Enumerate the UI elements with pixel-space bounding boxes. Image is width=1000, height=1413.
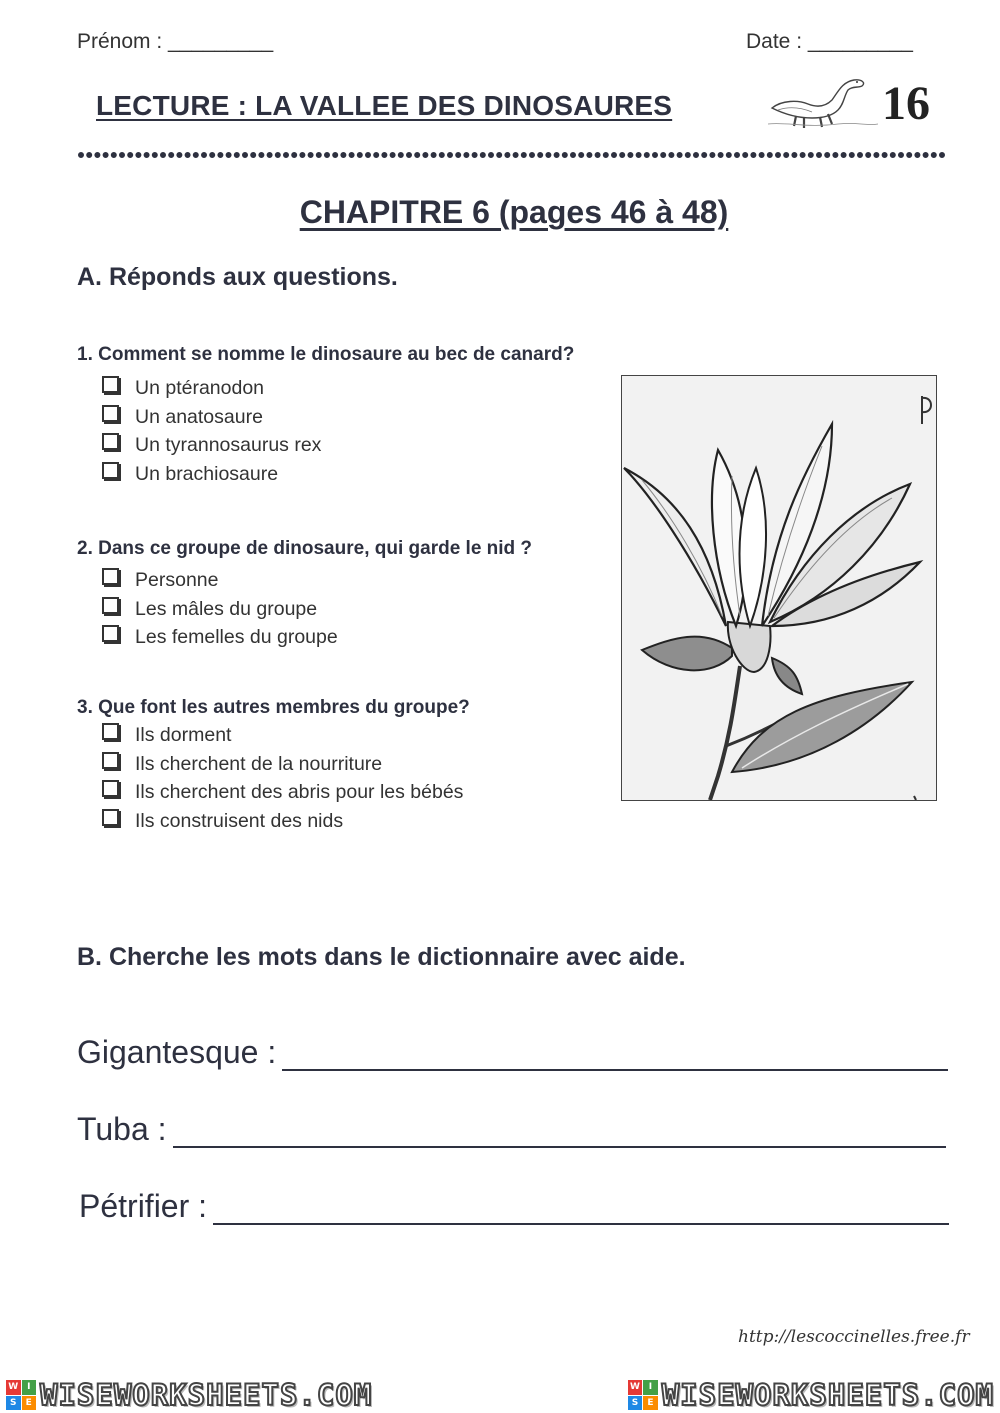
dinosaur-icon [768,74,878,130]
vocab-line-gigantesque[interactable] [77,1034,948,1071]
wise-logo-icon: W I S E [6,1380,36,1410]
vocab-line-tuba[interactable] [77,1111,946,1148]
checkbox-icon[interactable] [102,462,119,479]
checkbox-icon[interactable] [102,625,119,642]
option-personne[interactable]: Personne [102,566,338,595]
footer-brand-left[interactable] [6,1378,372,1412]
footer-brand-text: WISEWORKSHEETS.COM [40,1378,373,1412]
wise-logo-icon: W I S E [628,1380,658,1410]
vocab-word: Tuba : [77,1111,167,1147]
footer-banner [0,1377,1000,1413]
option-nourriture[interactable]: Ils cherchent de la nourriture [102,750,463,779]
worksheet-title: LECTURE : LA VALLEE DES DINOSAURES [96,90,673,121]
option-males[interactable]: Les mâles du groupe [102,595,338,624]
question-3: 3. Que font les autres membres du groupe? [77,697,470,718]
footer-brand-right[interactable] [628,1378,994,1412]
sheet-number: 16 [882,77,930,130]
option-tyrannosaurus[interactable]: Un tyrannosaurus rex [102,431,321,460]
checkbox-icon[interactable] [102,568,119,585]
vocab-word: Gigantesque : [77,1034,277,1070]
checkbox-icon[interactable] [102,433,119,450]
dotted-divider [78,148,950,162]
checkbox-icon[interactable] [102,809,119,826]
section-a-title: A. Réponds aux questions. [77,263,398,291]
checkbox-icon[interactable] [102,780,119,797]
option-pteranodon[interactable]: Un ptéranodon [102,374,321,403]
vocab-word: Pétrifier : [79,1188,208,1224]
answer-blank[interactable] [173,1116,946,1148]
checkbox-icon[interactable] [102,405,119,422]
question-1-options [102,374,321,489]
checkbox-icon[interactable] [102,376,119,393]
answer-blank[interactable] [282,1039,948,1071]
checkbox-icon[interactable] [102,752,119,769]
prenom-field: Prénom : _________ [77,30,274,53]
flower-illustration [621,375,937,801]
question-1: 1. Comment se nomme le dinosaure au bec de canard? [77,344,575,365]
checkbox-icon[interactable] [102,597,119,614]
magnolia-flower-icon [622,376,936,800]
option-femelles[interactable]: Les femelles du groupe [102,623,338,652]
answer-blank[interactable] [213,1193,949,1225]
option-abris[interactable]: Ils cherchent des abris pour les bébés [102,778,463,807]
date-field: Date : _________ [746,30,913,53]
chapter-title: CHAPITRE 6 (pages 46 à 48) [299,194,729,230]
footer-brand-text: WISEWORKSHEETS.COM [661,1378,994,1412]
option-brachiosaure[interactable]: Un brachiosaure [102,460,321,489]
option-anatosaure[interactable]: Un anatosaure [102,403,321,432]
source-url: http://lescoccinelles.free.fr [738,1327,970,1347]
vocab-line-petrifier[interactable] [79,1188,949,1225]
option-nids[interactable]: Ils construisent des nids [102,807,463,836]
question-3-options [102,721,463,836]
checkbox-icon[interactable] [102,723,119,740]
question-2-options [102,566,338,652]
option-dorment[interactable]: Ils dorment [102,721,463,750]
section-b-title: B. Cherche les mots dans le dictionnaire avec aide. [77,943,686,971]
question-2: 2. Dans ce groupe de dinosaure, qui garde le nid ? [77,538,533,559]
